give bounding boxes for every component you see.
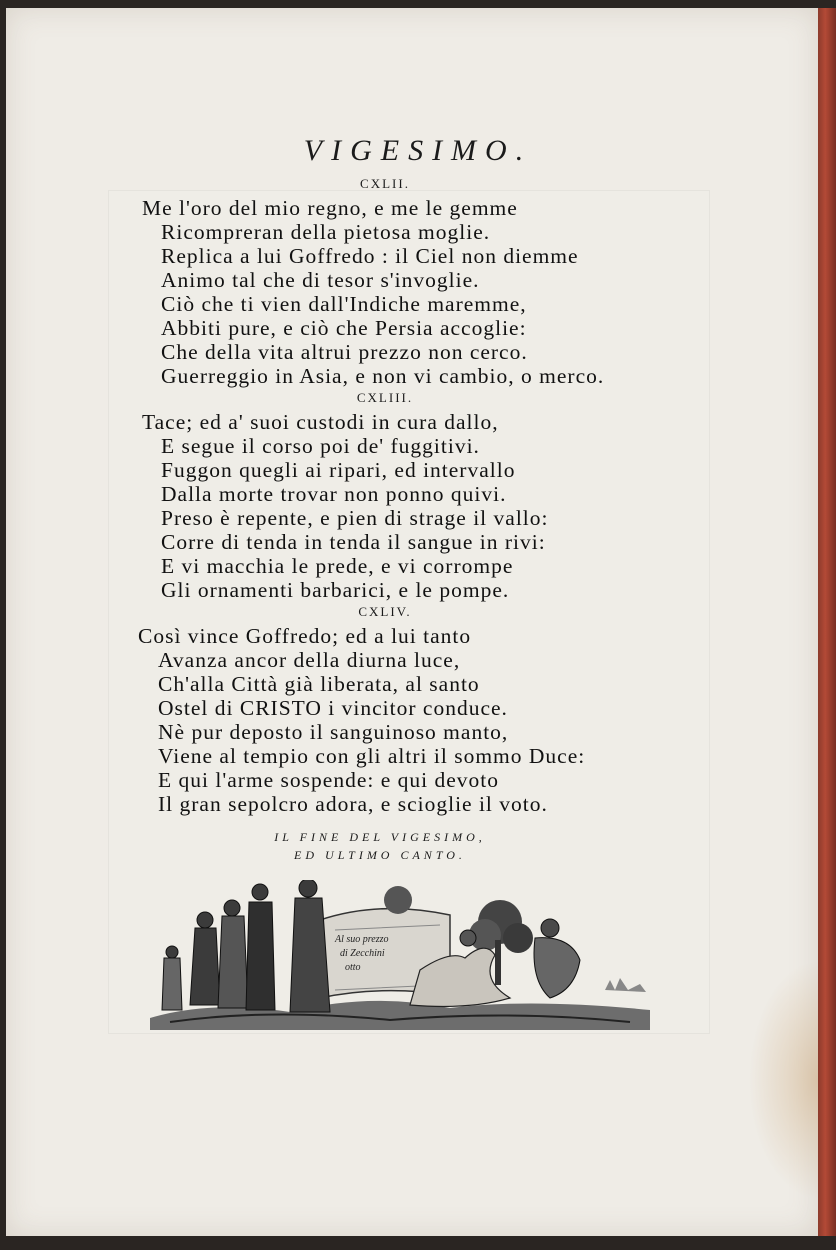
tablet-inscription-3: otto <box>345 962 361 973</box>
page-heading: VIGESIMO. <box>303 134 533 167</box>
verse-line: Che della vita altrui prezzo non cerco. <box>161 340 528 364</box>
verse-line: Così vince Goffredo; ed a lui tanto <box>138 624 472 648</box>
verse-line: Preso è repente, e pien di strage il vallo: <box>161 506 549 530</box>
tablet-inscription-2: di Zecchini <box>340 948 385 959</box>
standing-figures <box>162 880 330 1012</box>
verse-line: Viene al tempio con gli altri il sommo Duce: <box>158 744 586 768</box>
verse-line: Corre di tenda in tenda il sangue in rivi: <box>161 530 546 554</box>
verse-line: Abbiti pure, e ciò che Persia accoglie: <box>161 316 527 340</box>
verse-line: Fuggon quegli ai ripari, ed intervallo <box>161 458 516 482</box>
verse-line: Nè pur deposto il sanguinoso manto, <box>158 720 509 744</box>
verse-line: Il gran sepolcro adora, e scioglie il voto. <box>158 792 548 816</box>
stanza-number: CXLIV. <box>358 604 412 619</box>
colophon-line-2: ED ULTIMO CANTO. <box>294 848 466 862</box>
verse-line: Avanza ancor della diurna luce, <box>158 648 461 672</box>
verse-line: E qui l'arme sospende: e qui devoto <box>158 768 499 792</box>
verse-line: Guerreggio in Asia, e non vi cambio, o merco. <box>161 364 605 388</box>
verse-line: Replica a lui Goffredo : il Ciel non diemme <box>161 244 579 268</box>
verse-line: E vi macchia le prede, e vi corrompe <box>161 554 514 578</box>
verse-line: Dalla morte trovar non ponno quivi. <box>161 482 507 506</box>
verse-line: Tace; ed a' suoi custodi in cura dallo, <box>142 410 499 434</box>
stanza-number: CXLII. <box>360 176 410 191</box>
verse-line: Gli ornamenti barbarici, e le pompe. <box>161 578 510 602</box>
seated-figure <box>541 919 559 937</box>
engraved-vignette <box>150 880 650 1030</box>
verse-line: Ch'alla Città già liberata, al santo <box>158 672 480 696</box>
tablet-inscription-1: Al suo prezzo <box>335 934 389 945</box>
distant-town <box>605 978 646 992</box>
stanza-number: CXLIII. <box>356 390 414 405</box>
colophon-line-1: IL FINE DEL VIGESIMO, <box>274 830 486 844</box>
verse-line: Ricompreran della pietosa moglie. <box>161 220 491 244</box>
verse-line: Animo tal che di tesor s'invoglie. <box>161 268 480 292</box>
red-binding-edge <box>818 8 836 1236</box>
page-stain <box>748 960 818 1200</box>
verse-line: Ciò che ti vien dall'Indiche maremme, <box>161 292 527 316</box>
verse-line: E segue il corso poi de' fuggitivi. <box>161 434 480 458</box>
verse-line: Ostel di CRISTO i vincitor conduce. <box>158 696 508 720</box>
verse-line: Me l'oro del mio regno, e me le gemme <box>142 196 518 220</box>
